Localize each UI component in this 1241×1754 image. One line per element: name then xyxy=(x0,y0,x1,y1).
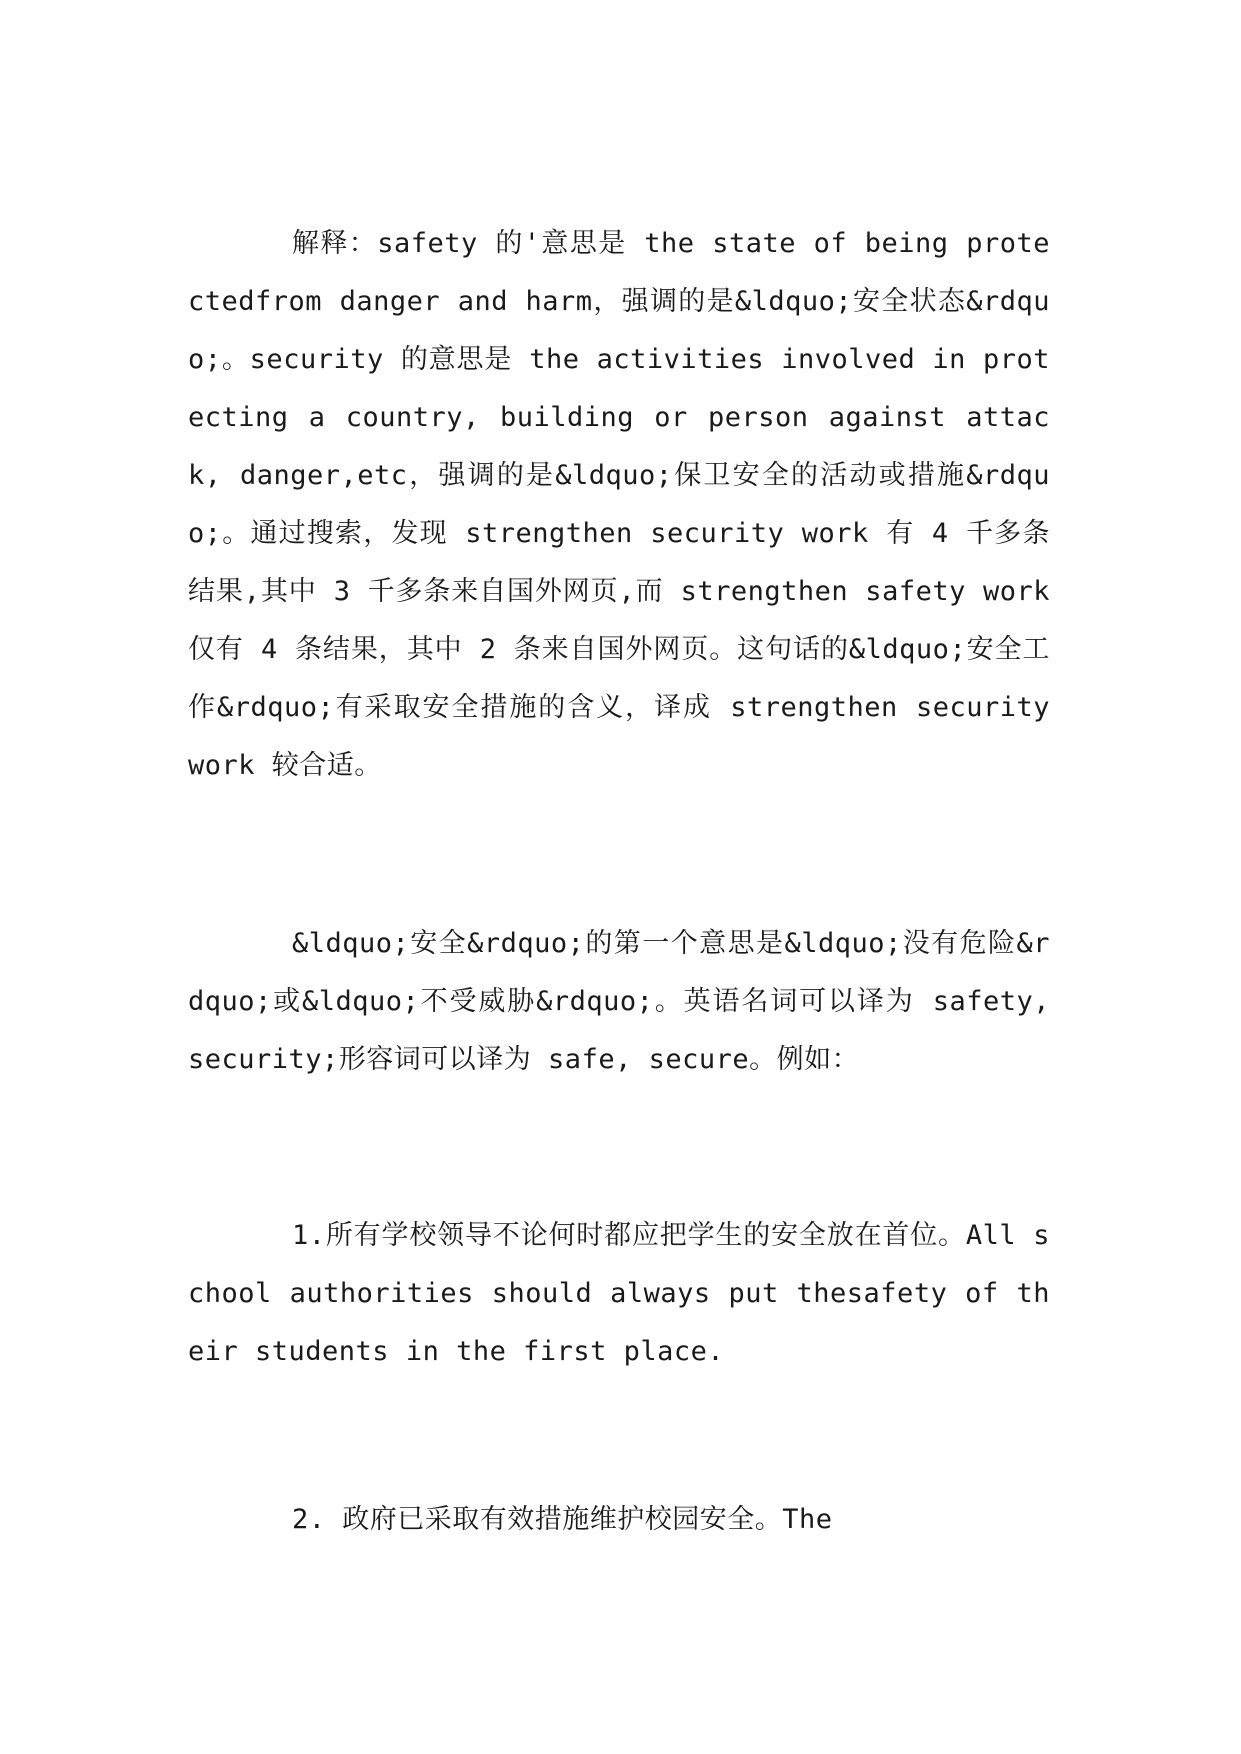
paragraph-anquan-meaning: &ldquo;安全&rdquo;的第一个意思是&ldquo;没有危险&rdquo;或&ldquo;不受威胁&rdquo;。英语名词可以译为 safety, security;形容词可以译为 safe, secure。例如： xyxy=(188,928,1050,1075)
paragraph-example-2: 2. 政府已采取有效措施维护校园安全。The xyxy=(292,1504,833,1535)
paragraph-example-1: 1.所有学校领导不论何时都应把学生的安全放在首位。All school authorities should always put thesafety of their students in the first place. xyxy=(188,1220,1050,1367)
paragraph-safety-vs-security: 解释：safety 的'意思是 the state of being protectedfrom danger and harm，强调的是&ldquo;安全状态&rdquo;。security 的意思是 the activities involved in protecting a country, building or person against attack, danger,etc，强调的是&ldquo;保卫安全的活动或措施&rdquo;。通过搜索，发现 strengthen security work 有 4 千多条结果,其中 3 千多条来自国外网页,而 strengthen safety work 仅有 4 条结果，其中 2 条来自国外网页。这句话的&ldquo;安全工作&rdquo;有采取安全措施的含义，译成 strengthen security work 较合适。 xyxy=(188,228,1050,781)
